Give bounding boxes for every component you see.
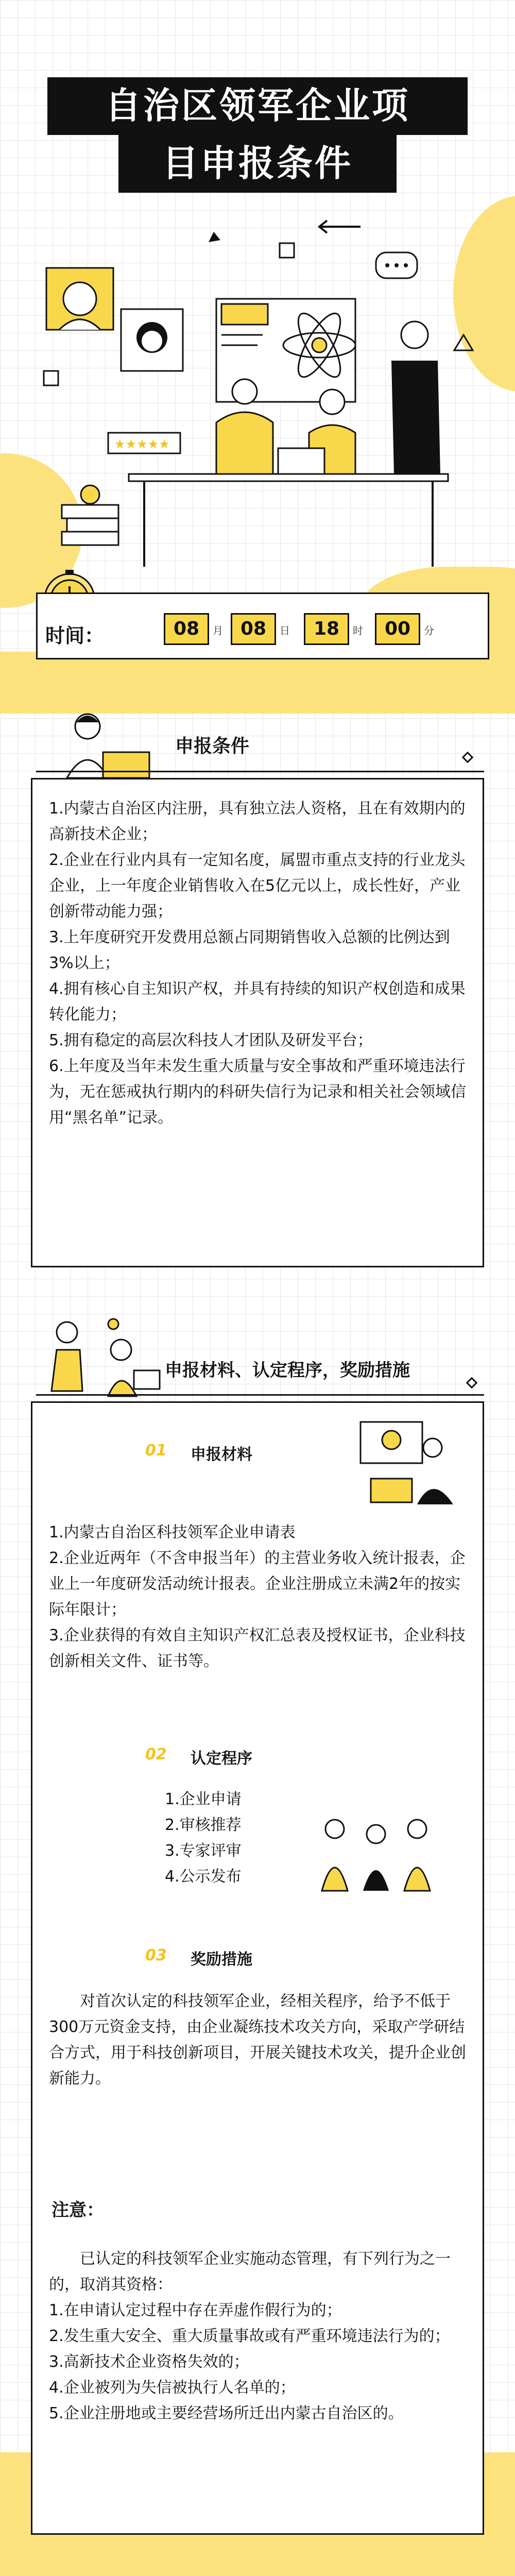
materials-list — [49, 1520, 471, 1674]
time-hour-unit: 时 — [353, 624, 363, 637]
reward-title: 奖励措施 — [191, 1951, 252, 1969]
time-month-unit: 月 — [213, 624, 223, 637]
conditions-heading: 申报条件 — [175, 736, 250, 757]
note-intro: 已认定的科技领军企业实施动态管理，有下列行为之一的，取消其资格： — [49, 2250, 451, 2294]
time-month: 08 — [164, 613, 209, 645]
reading-person-illustration — [36, 706, 154, 788]
time-day: 08 — [231, 613, 276, 645]
note-list — [49, 2298, 471, 2427]
time-hour: 18 — [304, 613, 349, 645]
conditions-item: 3.上年度研究开发费用总额占同期销售收入总额的比例达到3%以上； — [49, 928, 450, 972]
meeting-illustration — [355, 1417, 458, 1510]
procedure-item: 3.专家评审 — [165, 1842, 242, 1860]
materials-title: 申报材料 — [191, 1446, 252, 1464]
procedure-item: 4.公示发布 — [165, 1868, 242, 1886]
procedure-number: 02 — [145, 1745, 167, 1764]
svg-text:★★★★★: ★★★★★ — [114, 437, 170, 451]
materials-title-line — [36, 1394, 484, 1396]
conditions-item: 4.拥有核心自主知识产权，并具有持续的知识产权创造和成果转化能力； — [49, 980, 466, 1024]
procedure-item: 2.审核推荐 — [165, 1816, 242, 1834]
conditions-item: 1.内蒙古自治区内注册，具有独立法人资格，且在有效期内的高新技术企业； — [49, 800, 466, 843]
teamwork-illustration — [314, 1808, 438, 1901]
hero-illustration — [31, 206, 484, 577]
reward-text: 对首次认定的科技领军企业，经相关程序，给予不低于300万元资金支持，由企业凝练技术攻关方向，采取产学研结合方式，用于科技创新项目，开展关键技术攻关，提升企业创新能力。 — [49, 1992, 466, 2088]
materials-number: 01 — [145, 1442, 167, 1460]
note-item: 4.企业被列为失信被执行人名单的； — [49, 2379, 296, 2397]
conditions-item: 6.上年度及当年未发生重大质量与安全事故和严重环境违法行为，无在惩戒执行期内的科研失信行为记录和相关社会领域信用“黑名单”记录。 — [49, 1057, 466, 1127]
time-day-unit: 日 — [280, 624, 290, 637]
materials-item: 2.企业近两年（不含申报当年）的主营业务收入统计报表，企业上一年度研发活动统计报表。企业注册成立未满2年的按实际年限计； — [49, 1549, 466, 1619]
note-item: 1.在申请认定过程中存在弄虚作假行为的； — [49, 2301, 342, 2319]
note-item: 3.高新技术企业资格失效的； — [49, 2353, 249, 2371]
conditions-list — [49, 796, 471, 1131]
team-illustration — [36, 1314, 165, 1401]
time-minute-unit: 分 — [424, 624, 434, 637]
conditions-item: 2.企业在行业内具有一定知名度，属盟市重点支持的行业龙头企业，上一年度企业销售收入在5亿元以上，成长性好，产业创新带动能力强； — [49, 851, 466, 921]
note-item: 5.企业注册地或主要经营场所迁出内蒙古自治区的。 — [49, 2404, 404, 2422]
conditions-item: 5.拥有稳定的高层次科技人才团队及研发平台； — [49, 1031, 373, 1049]
conditions-title-line — [36, 771, 484, 772]
page-title-line-1: 自治区领军企业项 — [47, 77, 468, 135]
time-label: 时间： — [45, 624, 105, 647]
deco-yellow-band — [0, 652, 515, 714]
procedure-item: 1.企业申请 — [165, 1790, 242, 1808]
reward-number: 03 — [145, 1946, 167, 1964]
materials-item: 3.企业获得的有效自主知识产权汇总表及授权证书，企业科技创新相关文件、证书等。 — [49, 1626, 466, 1670]
note-item: 2.发生重大安全、重大质量事故或有严重环境违法行为的； — [49, 2327, 450, 2345]
procedure-title: 认定程序 — [191, 1750, 252, 1768]
time-minute: 00 — [375, 613, 420, 645]
materials-section-heading: 申报材料、认定程序，奖励措施 — [165, 1360, 410, 1381]
page-title-line-2: 目申报条件 — [118, 135, 397, 193]
note-title: 注意： — [52, 2200, 104, 2221]
procedure-list — [165, 1787, 319, 1890]
materials-item: 1.内蒙古自治区科技领军企业申请表 — [49, 1523, 296, 1541]
